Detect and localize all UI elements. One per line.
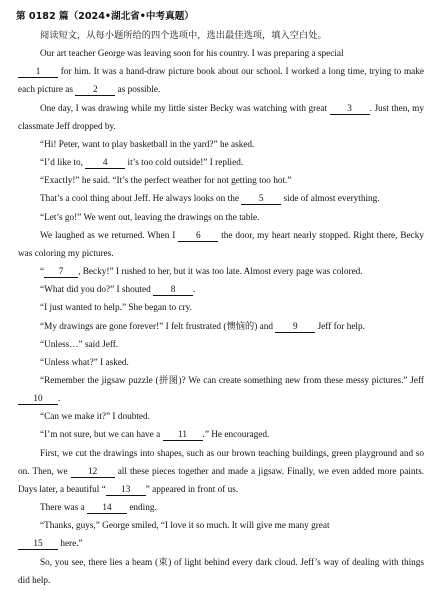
paragraph-11: “I just wanted to help.” She began to cry. <box>40 303 192 314</box>
blank-10: 10 <box>18 394 58 405</box>
paragraph-12: “My drawings are gone forever!” I felt frustrated (懊恼的) and 9 Jeff for help. <box>40 321 365 332</box>
blank-11: 11 <box>163 430 203 441</box>
blank-9: 9 <box>275 322 315 333</box>
blank-12: 12 <box>71 467 115 478</box>
blank-4: 4 <box>85 158 125 169</box>
paragraph-15: “Remember the jigsaw puzzle (拼图)? We can create something new from these messy pictures.” Jeff 10 . <box>18 372 424 408</box>
passage-heading: 第 0182 篇（2024•湖北省•中考真题） <box>16 11 194 22</box>
paragraph-5: “Exactly!” he said. “It’s the perfect weather for not getting too hot.” <box>40 176 292 187</box>
paragraph-21: So, you see, there lies a beam (束) of light behind every dark cloud. Jeff’s way of dealing with things did help. <box>18 557 424 586</box>
blank-2: 2 <box>75 85 115 96</box>
paragraph-6: That’s a cool thing about Jeff. He always looks on the 5 side of almost everything. <box>40 194 380 205</box>
paragraph-16: “Can we make it?” I doubted. <box>40 412 150 423</box>
paragraph-2: One day, I was drawing while my little sister Becky was watching with great 3 . Just then, my classmate Jeff dropped by. <box>18 103 424 132</box>
blank-1: 1 <box>18 67 58 78</box>
blank-5: 5 <box>241 194 281 205</box>
paragraph-10: “What did you do?” I shouted 8 . <box>40 285 196 296</box>
blank-6: 6 <box>178 231 218 242</box>
paragraph-4: “I’d like to, 4 it’s too cold outside!” I replied. <box>40 158 244 169</box>
blank-15: 15 <box>18 539 58 550</box>
paragraph-8: We laughed as we returned. When I 6 the door, my heart nearly stopped. Right there, Becky was coloring my pictures. <box>18 230 425 259</box>
paragraph-3: “Hi! Peter, want to play basketball in the yard?” he asked. <box>40 139 255 150</box>
blank-14: 14 <box>87 503 127 514</box>
paragraph-20: “Thanks, guys,” George smiled, “I love it so much. It will give me many great 15 here.” <box>18 517 424 553</box>
blank-8: 8 <box>153 285 193 296</box>
blank-3: 3 <box>330 104 370 115</box>
paragraph-7: “Let’s go!” We went out, leaving the drawings on the table. <box>40 212 260 223</box>
paragraph-13: “Unless…” said Jeff. <box>40 339 119 350</box>
paragraph-19: There was a 14 ending. <box>40 503 157 514</box>
paragraph-18: First, we cut the drawings into shapes, such as our brown teaching buildings, green playground and so on. Then, we 12 all these pieces together and made a jigsaw. Finally, we even added more paints. Days later, a beautiful “ 13 ” appeared in front of us. <box>18 448 424 495</box>
paragraph-14: “Unless what?” I asked. <box>40 357 129 368</box>
paragraph-9: “ 7 , Becky!” I rushed to her, but it was too late. Almost every page was colored. <box>40 267 363 278</box>
blank-13: 13 <box>106 485 146 496</box>
paragraph-1: Our art teacher George was leaving soon for his country. I was preparing a special 1 for him. It was a hand-draw picture book about our school. I worked a long time, trying to make each picture as 2 as possible. <box>18 49 424 96</box>
blank-7: 7 <box>44 267 78 278</box>
instructions: 阅读短文，从每小题所给的四个选项中，选出最佳选项，填入空白处。 <box>40 31 327 41</box>
paragraph-17: “I’m not sure, but we can have a 11 .” He encouraged. <box>40 430 270 441</box>
